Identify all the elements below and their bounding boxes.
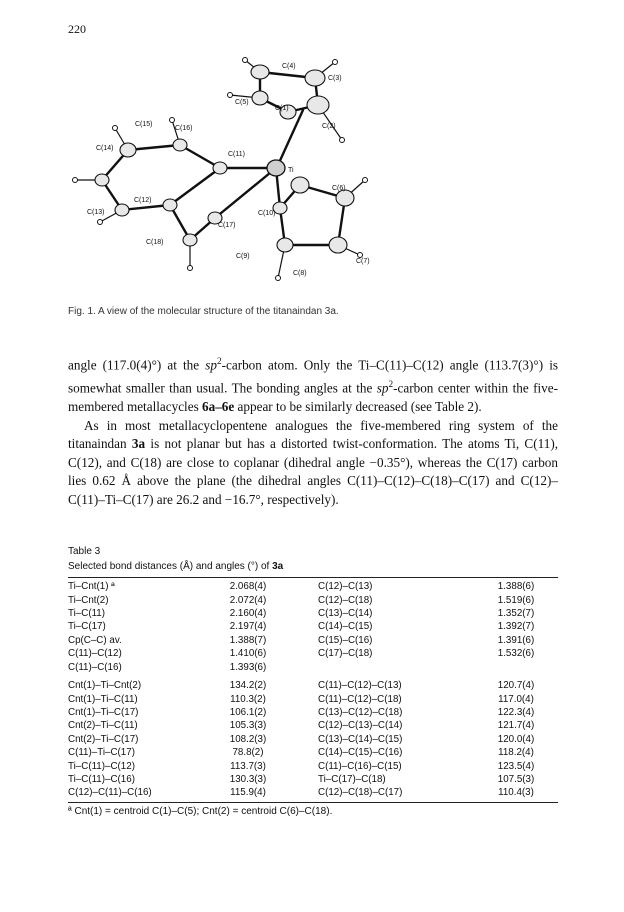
table-cell: Cnt(2)–Ti–C(11) <box>68 720 138 732</box>
table-cell: C(12)–C(13) <box>318 581 373 593</box>
table-cell: 2.197(4) <box>229 621 267 633</box>
table-cell: 130.3(3) <box>229 773 267 785</box>
table-bottom-rule <box>68 802 558 803</box>
table-cell: Ti–C(11) <box>68 607 106 619</box>
table-cell: 106.1(2) <box>229 706 267 718</box>
table-cell: 1.391(6) <box>497 634 535 646</box>
table-cell: 1.410(6) <box>229 648 267 660</box>
table-footnote: ª Cnt(1) = centroid C(1)–C(5); Cnt(2) = centroid C(6)–C(18). <box>68 806 333 817</box>
table-cell: 123.5(4) <box>497 760 535 772</box>
table-title: Table 3 <box>68 546 101 557</box>
table-cell: Ti–C(11)–C(12) <box>68 760 135 772</box>
table-cell: Cnt(2)–Ti–C(17) <box>68 733 139 745</box>
atom-label: C(5) <box>235 99 249 106</box>
table-cell: C(12)–C(18)–C(17) <box>318 787 403 799</box>
table-cell: 118.2(4) <box>498 747 534 759</box>
table-cell: C(11)–Ti–C(17) <box>68 747 135 759</box>
table-cell: 105.3(3) <box>229 720 267 732</box>
table-row <box>68 679 558 692</box>
table-cell: C(12)–C(18) <box>318 594 373 606</box>
table-cell: Ti–C(11)–C(16) <box>68 773 135 785</box>
atom-label: C(4) <box>282 63 296 70</box>
atom-label: C(2) <box>322 123 336 130</box>
table-cell: 121.7(4) <box>497 720 535 732</box>
table-cell: 1.519(6) <box>497 594 535 606</box>
angles-table <box>68 679 558 800</box>
table-cell: C(11)–C(12)–C(13) <box>318 680 402 692</box>
table-row <box>68 746 558 759</box>
table-row <box>68 733 558 746</box>
body-text <box>68 352 558 510</box>
table-cell: Cnt(1)–Ti–C(17) <box>68 706 139 718</box>
atom-label: C(17) <box>218 222 236 229</box>
paragraph: As in most metallacyclopentene analogues the five-membered ring system of the titanaindan 3a is not planar but has a distorted twist-conformation. The atoms Ti, C(11), C(12), and C(18) are close to coplanar (dihedral angle −0.35°), whereas the C(17) carbon lies 0.62 Å above the plane (the dihedral angles C(11)–C(12)–C(18)–C(17) and C(12)–C(11)–Ti–C(17) are 26.2 and −16.7°, respectively). <box>68 417 559 507</box>
table-cell: 1.388(6) <box>497 581 535 593</box>
table-cell: 1.392(7) <box>497 621 535 633</box>
table-cell: 2.068(4) <box>229 581 267 593</box>
atom-label: C(10) <box>258 210 276 217</box>
table-row <box>68 660 558 673</box>
table-row <box>68 580 558 593</box>
atom-label: C(16) <box>175 125 193 132</box>
table-cell: Ti–C(17)–C(18) <box>318 773 386 785</box>
table-cell: 1.393(6) <box>229 661 267 673</box>
table-row <box>68 706 558 719</box>
table-cell: C(13)–C(12)–C(18) <box>318 706 403 718</box>
table-cell: C(15)–C(16) <box>318 634 373 646</box>
atom-label: C(13) <box>87 209 105 216</box>
table-row <box>68 692 558 705</box>
table-cell: 110.3(2) <box>230 693 266 705</box>
table-cell: C(11)–C(12) <box>68 648 122 660</box>
table-cell: Ti–Cnt(2) <box>68 594 109 606</box>
atom-label: C(6) <box>332 185 346 192</box>
table-row <box>68 593 558 606</box>
table-cell: C(11)–C(12)–C(18) <box>318 693 402 705</box>
table-cell: Ti–C(17) <box>68 621 106 633</box>
paragraph: angle (117.0(4)°) at the $sp^2$-carbon atom. Only the Ti–C(11)–C(12) angle (113.7(3)°) is somewhat smaller than usual. The bonding angles at the $sp^2$-carbon center within the five-membered metallacycles 6a–6e appear to be similarly decreased (see Table 2). <box>68 356 559 414</box>
table-cell: 2.072(4) <box>229 594 267 606</box>
table-cell: 134.2(2) <box>229 680 267 692</box>
atom-label: C(12) <box>134 197 152 204</box>
atom-label: C(14) <box>96 145 114 152</box>
table-cell: 120.7(4) <box>497 680 535 692</box>
table-caption: Selected bond distances (Å) and angles (°) of 3a <box>68 561 284 572</box>
table-row <box>68 634 558 647</box>
table-cell: 122.3(4) <box>497 706 535 718</box>
table-top-rule <box>68 577 558 578</box>
table-cell: 1.532(6) <box>497 648 535 660</box>
table-cell: Ti–Cnt(1) ª <box>68 581 115 593</box>
table-cell: 1.388(7) <box>229 634 267 646</box>
table-cell: C(12)–C(13)–C(14) <box>318 720 403 732</box>
table-cell: 113.7(3) <box>230 760 266 772</box>
table-cell: C(11)–C(16) <box>68 661 122 673</box>
atom-label: C(15) <box>135 121 153 128</box>
table-cell: 107.5(3) <box>497 773 535 785</box>
table-cell: C(13)–C(14) <box>318 607 373 619</box>
table-row <box>68 786 558 799</box>
table-row <box>68 647 558 660</box>
table-cell: 117.0(4) <box>498 693 534 705</box>
atom-label: C(18) <box>146 239 164 246</box>
atom-label: C(9) <box>236 253 250 260</box>
table-cell: C(17)–C(18) <box>318 648 373 660</box>
table-cell: Cp(C–C) av. <box>68 634 122 646</box>
table-cell: C(14)–C(15) <box>318 621 373 633</box>
table-cell: C(12)–C(11)–C(16) <box>68 787 152 799</box>
atom-label: Ti <box>288 167 294 174</box>
table-row <box>68 719 558 732</box>
table-cell: C(13)–C(14)–C(15) <box>318 733 403 745</box>
table-cell: C(14)–C(15)–C(16) <box>318 747 403 759</box>
ortep-diagram <box>60 50 560 300</box>
atom-label: C(11) <box>228 151 245 158</box>
atom-label: C(3) <box>328 75 342 82</box>
page-number: 220 <box>68 22 86 36</box>
table-cell: 110.4(3) <box>498 787 534 799</box>
table-cell: Cnt(1)–Ti–Cnt(2) <box>68 680 142 692</box>
atom-label: C(7) <box>356 258 370 265</box>
distances-table <box>68 580 558 674</box>
table-cell: 1.352(7) <box>497 607 535 619</box>
table-cell: 115.9(4) <box>230 787 266 799</box>
table-row <box>68 773 558 786</box>
figure-caption: Fig. 1. A view of the molecular structure of the titanaindan 3a. <box>68 306 339 317</box>
table-cell: 108.2(3) <box>229 733 267 745</box>
atom-label: C(1) <box>275 105 289 112</box>
table-row <box>68 620 558 633</box>
table-cell: C(11)–C(16)–C(15) <box>318 760 402 772</box>
table-cell: 78.8(2) <box>232 747 264 759</box>
atom-label: C(8) <box>293 270 307 277</box>
table-row <box>68 759 558 772</box>
table-cell: 2.160(4) <box>229 607 267 619</box>
molecular-structure-figure <box>60 50 560 300</box>
table-cell: Cnt(1)–Ti–C(11) <box>68 693 138 705</box>
table-row <box>68 607 558 620</box>
table-cell: 120.0(4) <box>497 733 535 745</box>
